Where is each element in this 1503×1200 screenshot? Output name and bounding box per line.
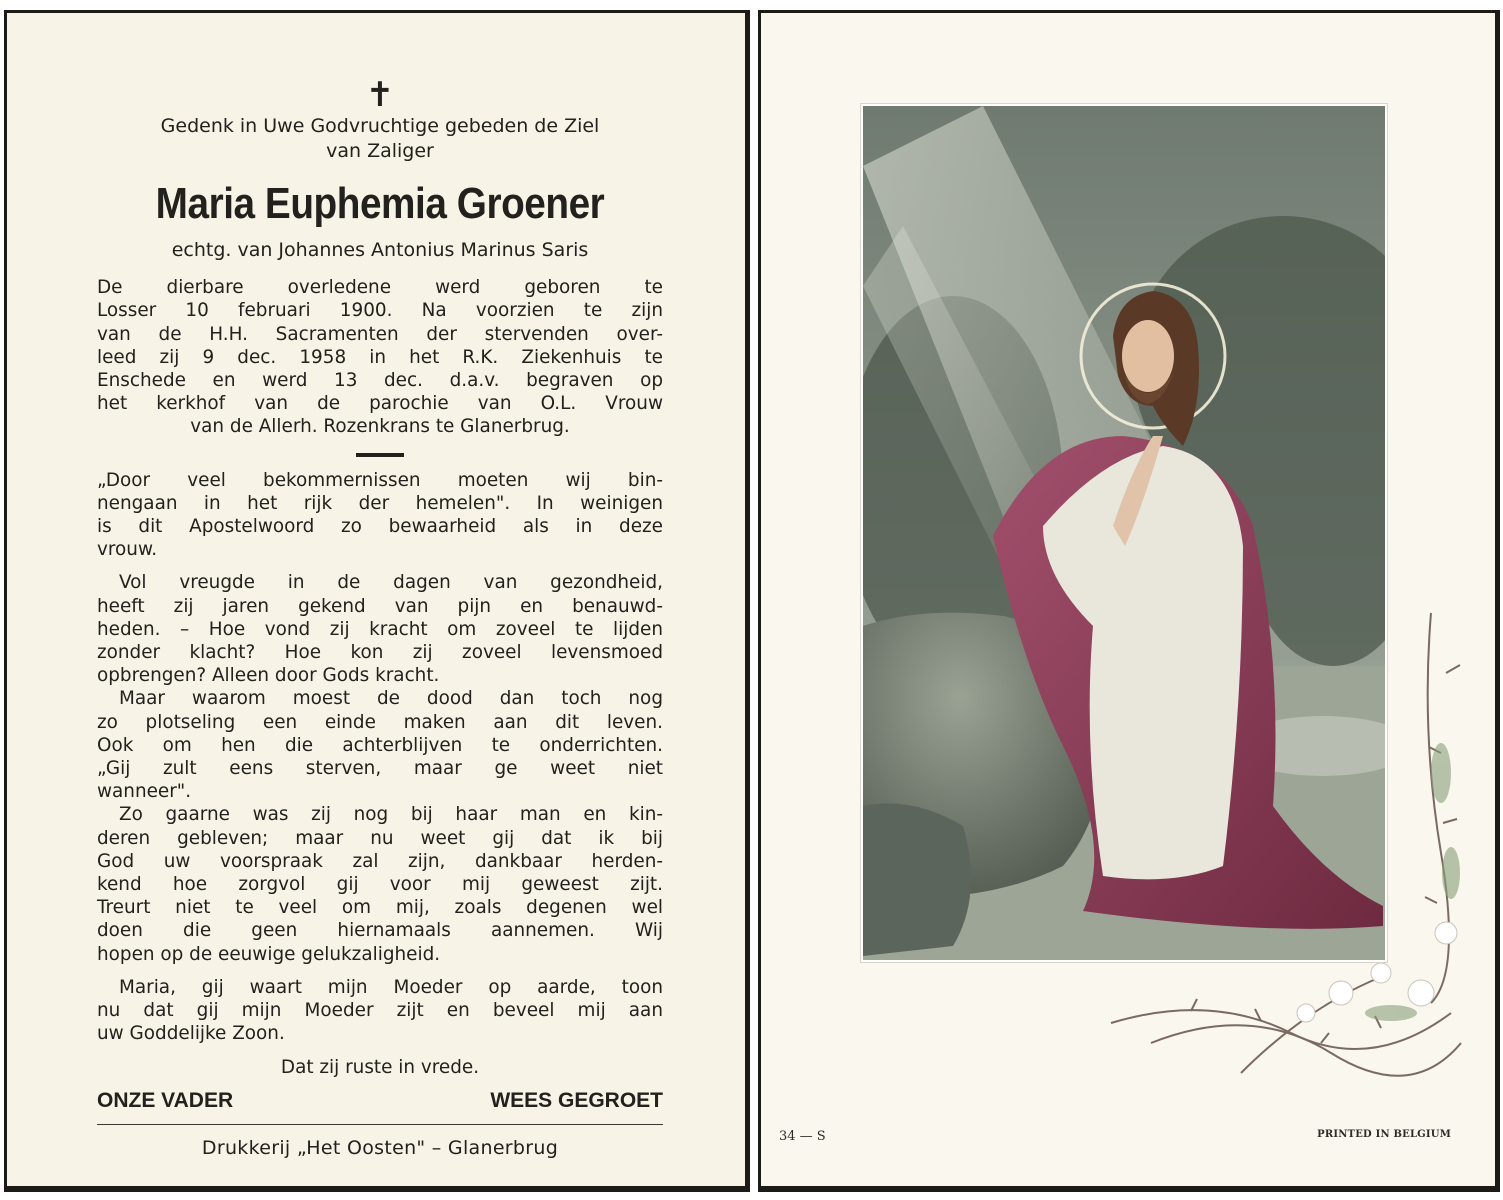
divider <box>356 453 404 457</box>
text-line: heeft zij jaren gekend van pijn en benauwd- <box>97 595 663 617</box>
text-line: deren gebleven; maar nu weet gij dat ik bij <box>97 827 663 849</box>
text-line: nu dat gij mijn Moeder zijt en beveel mij aan <box>97 1000 663 1022</box>
text-line: „Gij zult eens sterven, maar ge weet niet <box>97 758 663 780</box>
intro-line-2: van Zaliger <box>326 140 434 162</box>
intro-line-1: Gedenk in Uwe Godvruchtige gebeden de Ziel <box>160 115 600 137</box>
spouse-line: echtg. van Johannes Antonius Marinus Saris <box>171 239 589 261</box>
paragraph-3 <box>97 687 663 803</box>
bio-line: De dierbare overledene werd geboren te <box>97 277 663 299</box>
deceased-name: Maria Euphemia Groener <box>155 179 605 228</box>
printed-in-label: PRINTED IN BELGIUM <box>1317 1129 1451 1140</box>
text-line: kend hoe zorgvol gij voor mij geweest zijt. <box>97 874 663 896</box>
text-line: doen die geen hiernamaals aannemen. Wij <box>97 920 663 942</box>
prayer-hail-mary: WEES GEGROET <box>490 1088 663 1112</box>
bio-line: van de H.H. Sacramenten der stervenden over- <box>97 323 663 345</box>
prayer-our-father: ONZE VADER <box>97 1088 234 1112</box>
text-line: hopen op de eeuwige gelukzaligheid. <box>97 943 441 965</box>
memorial-card-text-side <box>4 10 750 1192</box>
footer-rule <box>97 1124 663 1125</box>
text-line: is dit Apostelwoord zo bewaarheid als in deze <box>97 516 663 538</box>
text-line: Treurt niet te veel om mij, zoals degenen wel <box>97 897 663 919</box>
text-line: zonder klacht? Hoe kon zij zoveel levensmoed <box>97 642 663 664</box>
biography <box>97 276 663 438</box>
text-line: uw Goddelijke Zoon. <box>97 1023 285 1045</box>
paragraph-4 <box>97 803 663 965</box>
paragraph-2 <box>97 571 663 687</box>
text-line: Maria, gij waart mijn Moeder op aarde, toon <box>119 976 663 998</box>
rest-in-peace: Dat zij ruste in vrede. <box>280 1056 480 1078</box>
bio-line: leed zij 9 dec. 1958 in het R.K. Ziekenhuis te <box>97 346 663 368</box>
text-line: nengaan in het rijk der hemelen". In weinigen <box>97 492 663 514</box>
bio-line: het kerkhof van de parochie van O.L. Vrouw <box>97 393 663 415</box>
text-line: Ook om hen die achterblijven te onderrichten. <box>97 734 663 756</box>
card-text <box>97 77 663 1160</box>
text-line: vrouw. <box>97 539 158 561</box>
text-line: wanneer". <box>97 781 192 803</box>
bio-line: van de Allerh. Rozenkrans te Glanerbrug. <box>190 416 570 438</box>
bio-line: Enschede en werd 13 dec. d.a.v. begraven op <box>97 370 663 392</box>
card-number: 34 — S <box>779 1129 826 1144</box>
cross-icon: ✝ <box>365 75 395 115</box>
text-line: Maar waarom moest de dood dan toch nog <box>119 688 663 710</box>
text-line: heden. – Hoe vond zij kracht om zoveel te lijden <box>97 618 663 640</box>
bio-line: Losser 10 februari 1900. Na voorzien te zijn <box>97 300 663 322</box>
paragraph-1 <box>97 469 663 562</box>
text-line: Zo gaarne was zij nog bij haar man en kin- <box>119 804 663 826</box>
paragraph-5 <box>97 976 663 1046</box>
text-line: „Door veel bekommernissen moeten wij bin- <box>97 469 663 491</box>
text-line: opbrengen? Alleen door Gods kracht. <box>97 665 440 687</box>
printer-credit: Drukkerij „Het Oosten" – Glanerbrug <box>201 1136 559 1159</box>
text-line: God uw voorspraak zal zijn, dankbaar herden- <box>97 850 663 872</box>
text-line: zo plotseling een einde maken aan dit leven. <box>97 711 663 733</box>
christ-praying-illustration <box>863 106 1385 960</box>
prayers-row <box>97 1089 663 1112</box>
text-line: Vol vreugde in de dagen van gezondheid, <box>119 572 663 594</box>
memorial-card-image-side <box>758 10 1500 1192</box>
devotional-image <box>861 104 1387 962</box>
